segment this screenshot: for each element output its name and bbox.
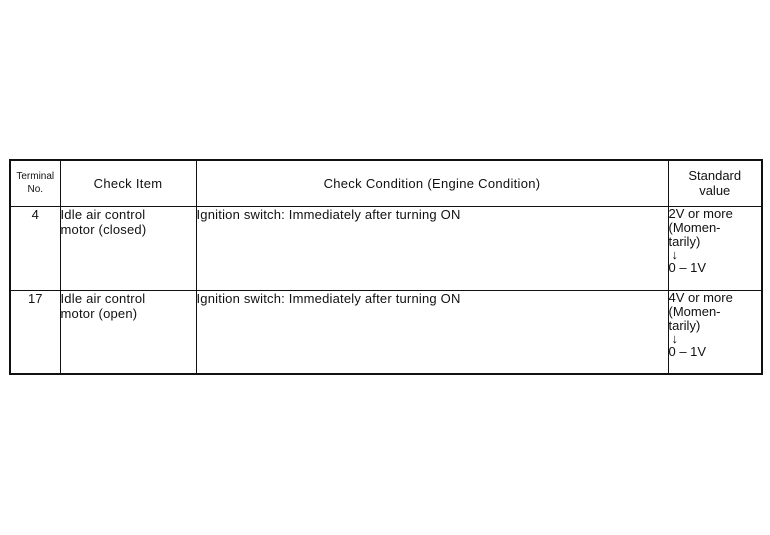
check-item-line2: motor (closed) [60,221,147,237]
terminal-number: 17 [10,290,60,374]
standard-value [668,206,762,290]
standard-value-line2: (Momen- [668,219,721,235]
table-row [10,206,762,290]
header-check-condition: Check Condition (Engine Condition) [196,160,668,206]
terminal-number: 4 [10,206,60,290]
standard-value-line1: 2V or more [668,205,733,221]
header-standard-line2: value [699,183,731,199]
standard-value [668,290,762,374]
standard-value-line1: 4V or more [668,289,733,305]
header-check-item: Check Item [60,160,196,206]
header-standard-value [668,160,762,206]
header-terminal-line2: No. [27,184,44,196]
standard-value-line4: 0 – 1V [668,343,707,359]
terminal-check-table [9,159,763,375]
check-item-line1: Idle air control [60,206,146,222]
standard-value-line3: tarily) [668,233,701,249]
down-arrow-icon: ↓ [671,246,678,262]
standard-value-line2: (Momen- [668,303,721,319]
standard-value-line4: 0 – 1V [668,259,707,275]
table-row [10,290,762,374]
check-item [60,290,196,374]
header-standard-line1: Standard [688,168,742,184]
check-condition: Ignition switch: Immediately after turning ON [196,206,668,290]
header-terminal-line1: Terminal [16,171,55,183]
check-condition: Ignition switch: Immediately after turning ON [196,290,668,374]
check-item-line2: motor (open) [60,305,138,321]
standard-value-line3: tarily) [668,317,701,333]
table-header-row [10,160,762,206]
check-item [60,206,196,290]
down-arrow-icon: ↓ [671,330,678,346]
header-terminal-no [10,160,60,206]
check-item-line1: Idle air control [60,290,146,306]
